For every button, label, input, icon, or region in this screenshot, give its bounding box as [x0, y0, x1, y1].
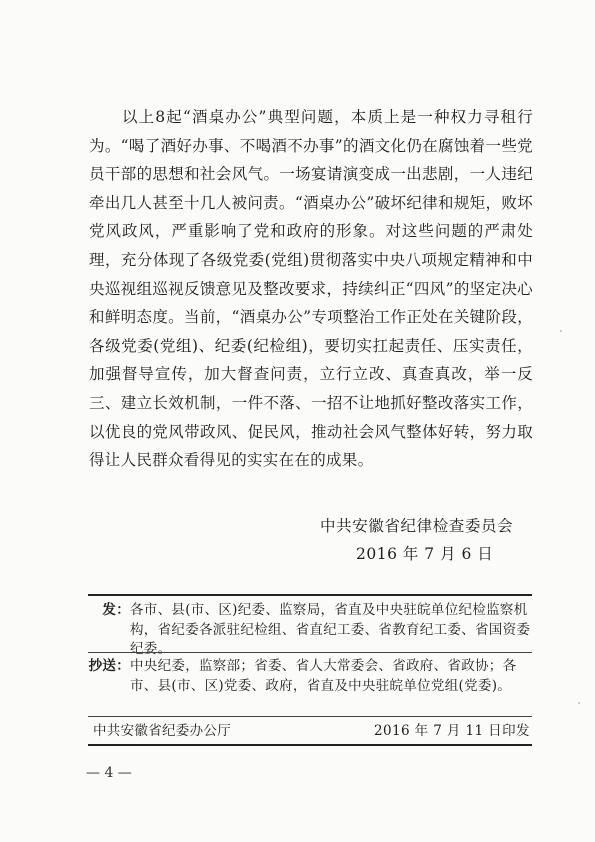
distribution-fa-text: 各市、县(市、区)纪委、监察局，省直及中央驻皖单位纪检监察机构，省纪委各派驻纪检组、省直纪工委、省教育纪工委、省国资委纪委。 [130, 602, 531, 657]
distribution-fa-label: 发： [102, 602, 130, 618]
page-number: — 4 — [86, 765, 132, 781]
issuer-bottom-rule [88, 744, 532, 746]
scan-speck [560, 330, 562, 332]
distribution-top-rule [88, 594, 532, 596]
print-date: 2016 年 7 月 11 日印发 [374, 723, 530, 739]
distribution-chaosong-block [88, 657, 532, 696]
issuing-office: 中共安徽省纪委办公厅 [93, 723, 231, 739]
distribution-fa-block [88, 601, 532, 660]
signature-date: 2016 年 7 月 6 日 [356, 545, 494, 563]
issuer-top-rule [88, 716, 532, 717]
signature-organization: 中共安徽省纪律检查委员会 [320, 517, 514, 535]
distribution-chaosong-text: 中央纪委，监察部；省委、省人大常委会、省政府、省政协；各市、县(市、区)党委、政府，省直及中央驻皖单位党组(党委)。 [130, 658, 517, 694]
body-paragraph: 以上8起“酒桌办公”典型问题，本质上是一种权力寻租行为。“喝了酒好办事、不喝酒不办事”的酒文化仍在腐蚀着一些党员干部的思想和社会风气。一场宴请演变成一出悲剧，一人违纪牵出几人甚至十几人被问责。“酒桌办公”破坏纪律和规矩，败坏党风政风，严重影响了党和政府的形象。对这些问题的严肃处理，充分体现了各级党委(党组)贯彻落实中央八项规定精神和中央巡视组巡视反馈意见及整改要求，持续纠正“四风”的坚定决心和鲜明态度。当前，“酒桌办公”专项整治工作正处在关键阶段，各级党委(党组)、纪委(纪检组)，要切实扛起责任、压实责任，加强督导宣传，加大督查问责，立行立改、真查真改，举一反三、建立长效机制，一件不落、一招不让地抓好整改落实工作，以优良的党风带政风、促民风，推动社会风气整体好转，努力取得让人民群众看得见的实实在在的成果。 [89, 108, 533, 470]
distribution-middle-rule [88, 652, 532, 653]
distribution-chaosong-label: 抄送： [88, 658, 130, 674]
scan-speck [578, 702, 580, 704]
